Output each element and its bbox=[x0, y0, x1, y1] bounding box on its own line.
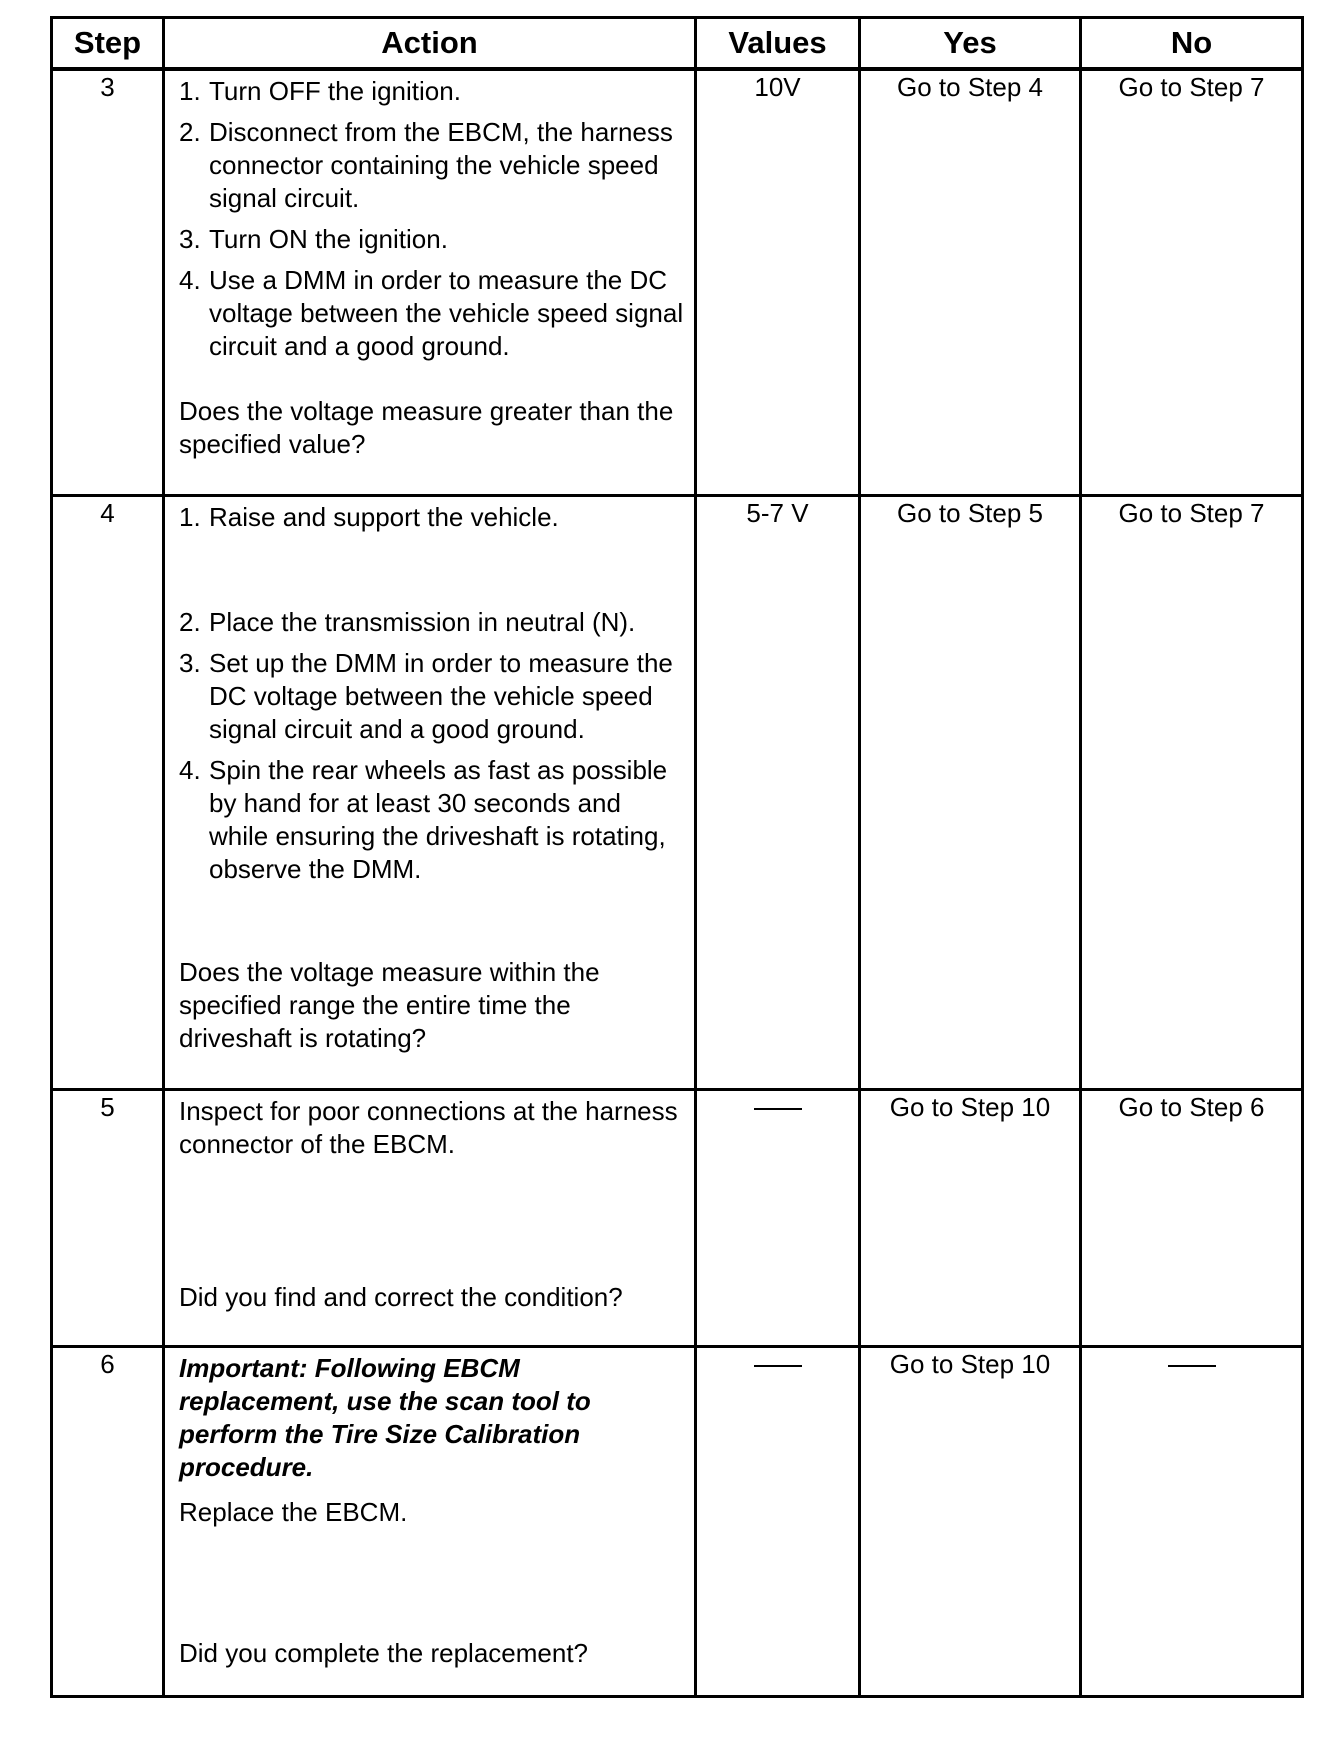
question-text: Does the voltage measure greater than the specified value? bbox=[179, 396, 674, 459]
action-step bbox=[179, 264, 684, 363]
value-cell bbox=[696, 1346, 860, 1696]
step-text: Disconnect from the EBCM, the harness connector containing the vehicle speed signal circuit. bbox=[209, 117, 673, 213]
step-num: 2. bbox=[179, 606, 201, 637]
header-yes: Yes bbox=[860, 18, 1081, 70]
action-step bbox=[179, 116, 684, 215]
header-values: Values bbox=[696, 18, 860, 70]
question-text: Did you complete the replacement? bbox=[179, 1637, 589, 1668]
step-number bbox=[52, 495, 164, 1089]
step-num: 3. bbox=[179, 647, 201, 678]
no-result: Go to Step 7 bbox=[1081, 495, 1303, 1089]
yes-result: Go to Step 10 bbox=[860, 1346, 1081, 1696]
action-step bbox=[179, 647, 684, 746]
instruction-text: Replace the EBCM. bbox=[179, 1496, 408, 1527]
step-number bbox=[52, 1089, 164, 1346]
no-result: Go to Step 6 bbox=[1081, 1089, 1303, 1346]
no-result bbox=[1081, 1346, 1303, 1696]
action-steps bbox=[179, 501, 684, 894]
step-label: 6 bbox=[100, 1348, 115, 1379]
important-note: Important: Following EBCM replacement, use the scan tool to perform the Tire Size Calibration procedure. bbox=[179, 1352, 591, 1482]
action-step bbox=[179, 75, 684, 108]
action-cell bbox=[164, 495, 696, 1089]
step-label: 3 bbox=[100, 72, 115, 102]
action-step bbox=[179, 754, 684, 886]
yes-result: Go to Step 4 bbox=[860, 69, 1081, 495]
no-dash bbox=[1168, 1365, 1216, 1367]
action-cell bbox=[164, 1089, 696, 1346]
step-text: Spin the rear wheels as fast as possible by hand for at least 30 seconds and while ensuring the driveshaft is rotating, observe the DMM. bbox=[209, 754, 668, 884]
header-no: No bbox=[1081, 18, 1303, 70]
step-num: 3. bbox=[179, 224, 201, 254]
step-text: Turn OFF the ignition. bbox=[209, 76, 461, 106]
step-number bbox=[52, 69, 164, 495]
action-cell bbox=[164, 69, 696, 495]
question-text: Did you find and correct the condition? bbox=[179, 1281, 623, 1312]
step-num: 4. bbox=[179, 265, 201, 295]
action-step bbox=[179, 606, 684, 639]
value-text: 10V bbox=[754, 72, 801, 102]
no-result: Go to Step 7 bbox=[1081, 69, 1303, 495]
step-number bbox=[52, 1346, 164, 1696]
step-text: Place the transmission in neutral (N). bbox=[209, 606, 636, 637]
diagnostic-table bbox=[50, 16, 1304, 1698]
header-step: Step bbox=[52, 18, 164, 70]
action-step bbox=[179, 223, 684, 256]
yes-result: Go to Step 10 bbox=[860, 1089, 1081, 1346]
step-num: 1. bbox=[179, 76, 201, 106]
action-steps bbox=[179, 75, 684, 371]
step-text: Use a DMM in order to measure the DC voltage between the vehicle speed signal circuit and a good ground. bbox=[209, 265, 684, 361]
action-cell bbox=[164, 1346, 696, 1696]
question-text: Does the voltage measure within the specified range the entire time the driveshaft is rotating? bbox=[179, 956, 600, 1053]
step-text: Raise and support the vehicle. bbox=[209, 501, 559, 532]
step-label: 5 bbox=[100, 1091, 115, 1122]
header-action: Action bbox=[164, 18, 696, 70]
step-label: 4 bbox=[100, 497, 115, 528]
step-num: 1. bbox=[179, 501, 201, 532]
step-num: 2. bbox=[179, 117, 201, 147]
action-step bbox=[179, 501, 684, 534]
value-text: 5-7 V bbox=[746, 497, 809, 528]
table-row-step-4 bbox=[52, 495, 1303, 1089]
value-dash bbox=[754, 1108, 802, 1110]
instruction-text: Inspect for poor connections at the harness connector of the EBCM. bbox=[179, 1095, 678, 1159]
table-row-step-5 bbox=[52, 1089, 1303, 1346]
yes-result: Go to Step 5 bbox=[860, 495, 1081, 1089]
value-cell bbox=[696, 495, 860, 1089]
step-text: Turn ON the ignition. bbox=[209, 224, 448, 254]
value-dash bbox=[754, 1365, 802, 1367]
header-row bbox=[52, 18, 1303, 70]
table-row-step-6 bbox=[52, 1346, 1303, 1696]
step-num: 4. bbox=[179, 754, 201, 785]
value-cell bbox=[696, 69, 860, 495]
value-cell bbox=[696, 1089, 860, 1346]
table-row-step-3 bbox=[52, 69, 1303, 495]
step-text: Set up the DMM in order to measure the DC voltage between the vehicle speed signal circuit and a good ground. bbox=[209, 647, 673, 744]
